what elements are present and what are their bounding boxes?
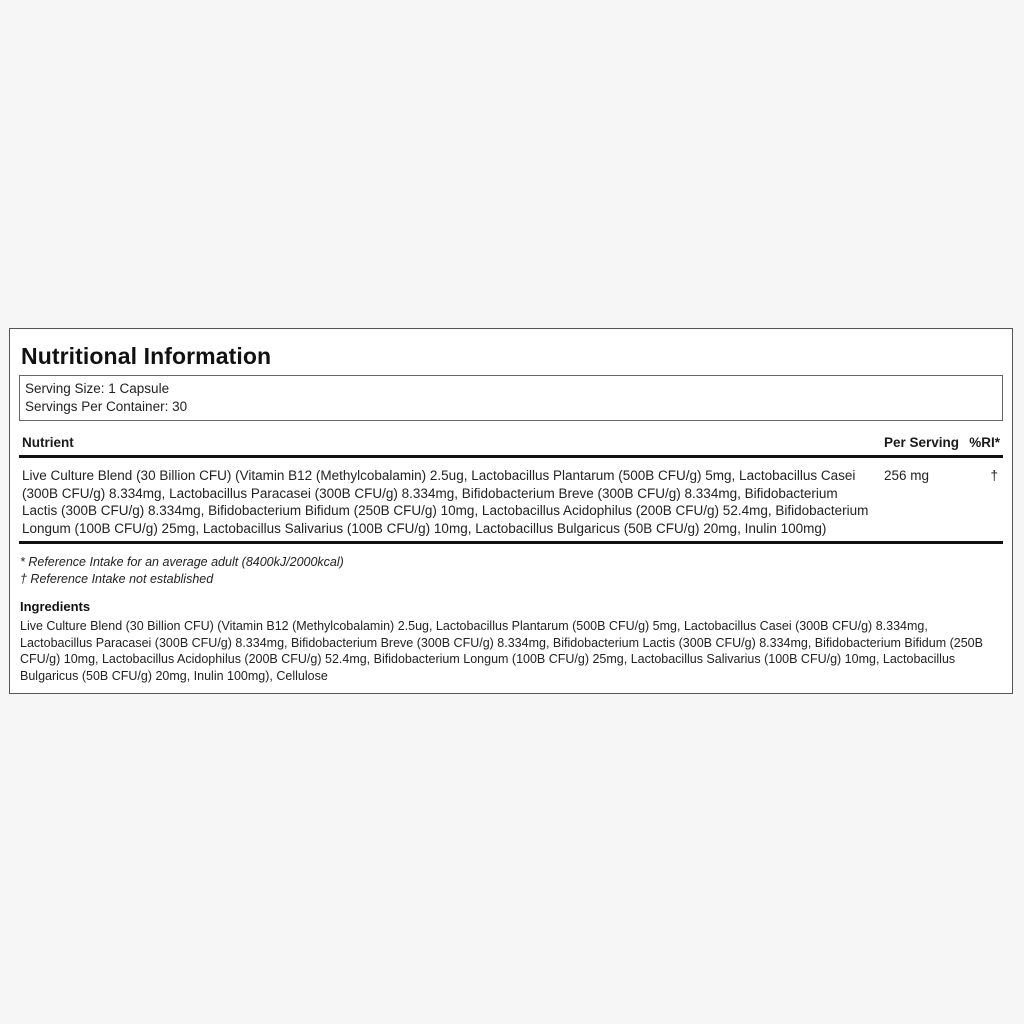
footnotes [19,554,1003,588]
nutrient-table-header [19,432,1003,458]
nutrient-per-serving: 256 mg [884,468,930,483]
nutrient-name: Live Culture Blend (30 Billion CFU) (Vitamin B12 (Methylcobalamin) 2.5ug, Lactobacillus Plantarum (500B CFU/g) 5mg, Lactobacillus Casei (300B CFU/g) 8.334mg, Lactobacillus Paracasei (300B CFU/g) 8.334mg, Bifidobacterium Breve (300B CFU/g) 8.334mg, Bifidobacterium Lactis (300B CFU/g) 8.334mg, Bifidobacterium Bifidum (250B CFU/g) 10mg, Lactobacillus Acidophilus (200B CFU/g) 52.4mg, Bifidobacterium Longum (100B CFU/g) 25mg, Lactobacillus Salivarius (100B CFU/g) 10mg, Lactobacillus Bulgaricus (50B CFU/g) 20mg, Inulin 100mg) [22,468,869,536]
nutrient-ri: † [990,468,998,483]
footnote-dagger: † Reference Intake not established [20,572,214,586]
panel-title: Nutritional Information [21,343,272,369]
footnote-asterisk: * Reference Intake for an average adult (8400kJ/2000kcal) [20,555,344,569]
header-nutrient: Nutrient [22,435,74,450]
serving-info-box [19,375,1003,421]
ingredients-heading: Ingredients [20,599,91,614]
nutrition-panel [9,328,1013,694]
servings-per-container: Servings Per Container: 30 [25,398,188,414]
ingredients-list: Live Culture Blend (30 Billion CFU) (Vitamin B12 (Methylcobalamin) 2.5ug, Lactobacillus Plantarum (500B CFU/g) 5mg, Lactobacillus Casei (300B CFU/g) 8.334mg, Lactobacillus Paracasei (300B CFU/g) 8.334mg, Bifidobacterium Breve (300B CFU/g) 8.334mg, Bifidobacterium Lactis (300B CFU/g) 8.334mg, Bifidobacterium Bifidum (250B CFU/g) 10mg, Lactobacillus Acidophilus (200B CFU/g) 52.4mg, Bifidobacterium Longum (100B CFU/g) 25mg, Lactobacillus Salivarius (100B CFU/g) 10mg, Lactobacillus Bulgaricus (50B CFU/g) 20mg, Inulin 100mg), Cellulose [20,619,983,683]
header-ri: %RI* [969,435,1000,450]
table-row [19,458,1003,544]
serving-size: Serving Size: 1 Capsule [25,381,170,396]
header-per-serving: Per Serving [884,435,960,450]
